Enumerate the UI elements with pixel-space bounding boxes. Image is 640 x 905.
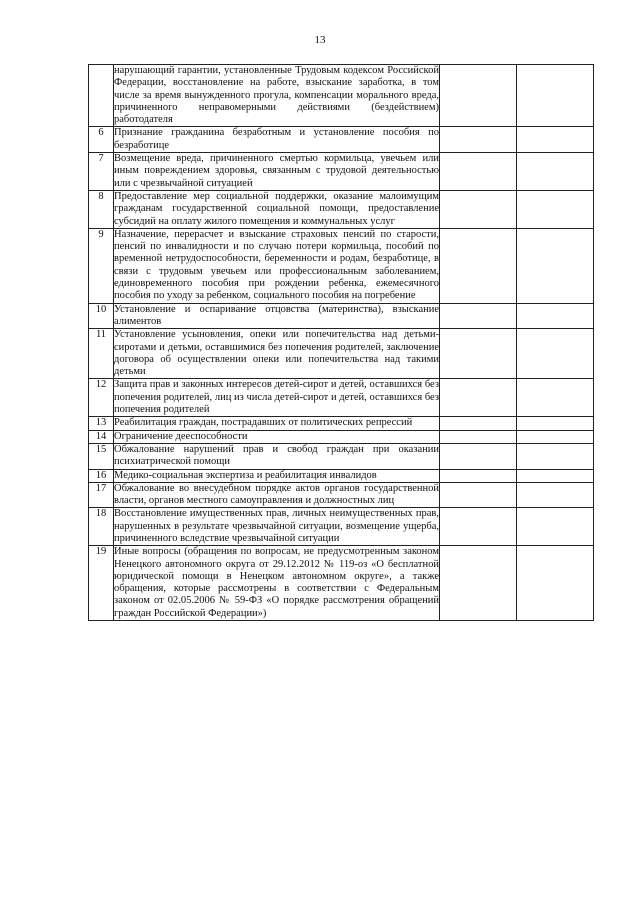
table-body: [89, 65, 594, 621]
empty-cell: [517, 127, 594, 153]
appeals-table: [88, 64, 594, 621]
table-row: [89, 190, 594, 228]
page-number: 13: [314, 34, 326, 46]
empty-cell: [517, 65, 594, 127]
table-row: [89, 482, 594, 508]
empty-cell: [440, 65, 517, 127]
table-row: [89, 469, 594, 482]
row-number: 13: [89, 417, 114, 430]
row-description: Назначение, перерасчет и взыскание страховых пенсий по старости, пенсий по инвалидности и по случаю потери кормильца, пособий по временной нетрудоспособности, беременности и родам, безработице, в связи с трудовым увечьем или профессиональным заболеванием, единовременного пособия при рождении ребенка, ежемесячного пособия по уходу за ребенком, социального пособия на погребение: [114, 228, 439, 302]
row-number: 18: [89, 508, 114, 546]
row-number: 16: [89, 469, 114, 482]
empty-cell: [440, 190, 517, 228]
empty-cell: [440, 443, 517, 469]
empty-cell: [440, 329, 517, 379]
table-row: [89, 430, 594, 443]
empty-cell: [517, 228, 594, 303]
row-description: Защита прав и законных интересов детей-сирот и детей, оставшихся без попечения родителей, лиц из числа детей-сирот и детей, оставшихся без попечения родителей: [114, 379, 439, 416]
empty-cell: [440, 482, 517, 508]
table-row: [89, 417, 594, 430]
empty-cell: [440, 303, 517, 329]
empty-cell: [440, 430, 517, 443]
table-row: [89, 329, 594, 379]
table-row: [89, 153, 594, 191]
row-description: Реабилитация граждан, пострадавших от политических репрессий: [114, 417, 440, 430]
row-number: 17: [89, 482, 114, 508]
row-description: Предоставление мер социальной поддержки, оказание малоимущим гражданам государственной социальной помощи, предоставление субсидий на оплату жилого помещения и коммунальных услуг: [114, 190, 439, 227]
empty-cell: [517, 469, 594, 482]
empty-cell: [517, 379, 594, 417]
empty-cell: [517, 546, 594, 621]
empty-cell: [517, 482, 594, 508]
row-number: [89, 65, 114, 127]
empty-cell: [517, 303, 594, 329]
table-row: [89, 443, 594, 469]
row-description: Восстановление имущественных прав, личных неимущественных прав, нарушенных в результате чрезвычайной ситуации, возмещение ущерба, причиненного вследствие чрезвычайной ситуации: [114, 508, 439, 544]
empty-cell: [440, 379, 517, 417]
row-number: 6: [89, 127, 114, 153]
row-description: Ограничение дееспособности: [114, 430, 440, 443]
row-number: 14: [89, 430, 114, 443]
empty-cell: [440, 127, 517, 153]
empty-cell: [440, 469, 517, 482]
table-row: [89, 379, 594, 417]
row-description: Возмещение вреда, причиненного смертью кормильца, увечьем или иным повреждением здоровья, связанным с трудовой деятельностью или с чрезвычайной ситуацией: [114, 153, 439, 189]
row-description: Обжалование нарушений прав и свобод граждан при оказании психиатрической помощи: [114, 443, 439, 468]
empty-cell: [440, 546, 517, 621]
row-description: Установление и оспаривание отцовства (материнства), взыскание алиментов: [114, 303, 439, 327]
row-description: Признание гражданина безработным и установление пособия по безработице: [114, 127, 439, 151]
row-number: 7: [89, 153, 114, 191]
empty-cell: [440, 228, 517, 303]
row-number: 9: [89, 228, 114, 303]
row-number: 19: [89, 546, 114, 621]
table-row: [89, 508, 594, 546]
empty-cell: [517, 508, 594, 546]
empty-cell: [517, 443, 594, 469]
row-number: 10: [89, 303, 114, 329]
row-number: 11: [89, 329, 114, 379]
row-description: Установление усыновления, опеки или попечительства над детьми-сиротами и детьми, оставшимися без попечения родителей, заключение договора об осуществлении опеки или попечительства над такими детьми: [114, 329, 439, 378]
empty-cell: [440, 153, 517, 191]
row-number: 12: [89, 379, 114, 417]
row-description: Иные вопросы (обращения по вопросам, не предусмотренным законом Ненецкого автономного округа от 29.12.2012 № 119-оз «О бесплатной юридической помощи в Ненецком автономном округе», а также обращения, которые рассмотрены в соответствии с Федеральным законом от 02.05.2006 № 59-ФЗ «О порядке рассмотрения обращений граждан Российской Федерации»): [114, 546, 439, 619]
table-row: [89, 127, 594, 153]
empty-cell: [517, 190, 594, 228]
empty-cell: [440, 417, 517, 430]
table-row: [89, 228, 594, 303]
empty-cell: [517, 417, 594, 430]
empty-cell: [517, 153, 594, 191]
row-description: Медико-социальная экспертиза и реабилитация инвалидов: [114, 469, 440, 482]
empty-cell: [440, 508, 517, 546]
row-description: Обжалование во внесудебном порядке актов органов государственной власти, органов местного самоуправления и должностных лиц: [114, 482, 439, 507]
row-description: нарушающий гарантии, установленные Трудовым кодексом Российской Федерации, восстановление на работе, взыскание заработка, в том числе за время вынужденного прогула, компенсации морального вреда, причиненного неправомерными действиями (бездействием) работодателя: [114, 65, 439, 126]
row-number: 8: [89, 190, 114, 228]
empty-cell: [517, 430, 594, 443]
empty-cell: [517, 329, 594, 379]
table-row: [89, 546, 594, 621]
row-number: 15: [89, 443, 114, 469]
table-row: [89, 65, 594, 127]
table-row: [89, 303, 594, 329]
